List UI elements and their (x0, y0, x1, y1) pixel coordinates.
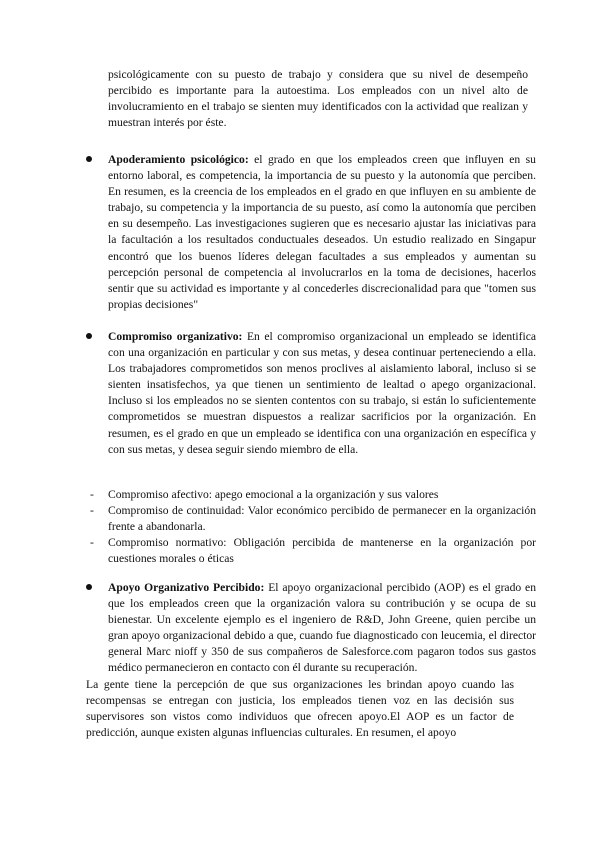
bullet-dot-icon (86, 156, 92, 162)
dash-mark: - (90, 536, 94, 550)
commitment-types-list (90, 487, 536, 567)
bullet-body (108, 329, 536, 458)
bullet-term: Compromiso organizativo: (108, 330, 243, 343)
bullet-term: Apoderamiento psicológico: (108, 153, 249, 166)
list-item-text: Compromiso normativo: Obligación percibida de mantenerse en la organización por cuestiones morales o éticas (108, 536, 536, 566)
dash-mark: - (90, 488, 94, 501)
bullet-dot-icon (86, 333, 92, 339)
bullet-text: el grado en que los empleados creen que influyen en su entorno laboral, es competencia, la importancia de su puesto y la autonomía que perciben. En resumen, es la creencia de los empleados en el grado en que influyen en su ambiente de trabajo, su competencia y la importancia de su puesto, así como la autonomía que perciben en su desempeño. Las investigaciones sugieren que es necesario ajustar las iniciativas para la facultación a los resultados conductuales deseados. Un estudio realizado en Singapur encontró que los buenos líderes delegan facultades a sus empleados y aumentan su percepción personal de competencia al involucrarlos en la toma de decisiones, hacerlos sentir que su actividad es importante y al concederles discrecionalidad para que "tomen sus propias decisiones" (108, 153, 536, 311)
intro-paragraph: psicológicamente con su puesto de trabajo y considera que su nivel de desempeño percibido es importante para la autoestima. Los empleados con un nivel alto de involucramiento en el trabajo se sienten muy identificados con la actividad que realizan y muestran interés por éste. (108, 68, 528, 130)
bullet-item-apoyo (86, 580, 536, 741)
bullet-item-apoderamiento (86, 152, 536, 313)
list-item (90, 503, 536, 535)
bullet-text: En el compromiso organizacional un empleado se identifica con una organización en particular y con sus metas, y desea continuar perteneciendo a ella. Los trabajadores comprometidos son menos proclives al aislamiento laboral, incluso si se sienten insatisfechos, ya que tienen un sentimiento de lealtad o apego organizacional. Incluso si los empleados no se sienten contentos con su trabajo, si están lo suficientemente comprometidos se muestran dispuestos a realizar sacrificios por la organización. En resumen, es el grado en que un empleado se identifica con una organización en específica y con sus metas, y desea seguir siendo miembro de ella. (108, 330, 536, 456)
bullet-dot-icon (86, 584, 92, 590)
list-item (90, 535, 536, 567)
bullet-term: Apoyo Organizativo Percibido: (108, 581, 265, 594)
bullet-item-compromiso (86, 329, 536, 458)
list-item-text: Compromiso de continuidad: Valor económico percibido de permanecer en la organización frente a abandonarla. (108, 504, 536, 534)
list-item (90, 487, 536, 503)
final-paragraph: La gente tiene la percepción de que sus organizaciones les brindan apoyo cuando las recompensas se entregan con justicia, los empleados tienen voz en las decisión sus supervisores son vistos como individuos que ofrecen apoyo.El AOP es un factor de predicción, aunque existen algunas influencias culturales. En resumen, el apoyo (86, 677, 514, 739)
list-item-text: Compromiso afectivo: apego emocional a la organización y sus valores (108, 488, 439, 501)
bullet-text: El apoyo organizacional percibido (AOP) es el grado en que los empleados creen que la organización valora su contribución y se ocupa de su bienestar. Un excelente ejemplo es el ingeniero de R&D, John Greene, quien percibe un gran apoyo organizacional debido a que, cuando fue diagnosticado con leucemia, el director general Marc nioff y 350 de sus compañeros de Salesforce.com pagaron todos sus gastos médico permanecieron en contacto con él durante su recuperación. (108, 581, 536, 675)
bullet-body (108, 152, 536, 313)
bullet-body (108, 580, 536, 677)
dash-mark: - (90, 504, 94, 518)
